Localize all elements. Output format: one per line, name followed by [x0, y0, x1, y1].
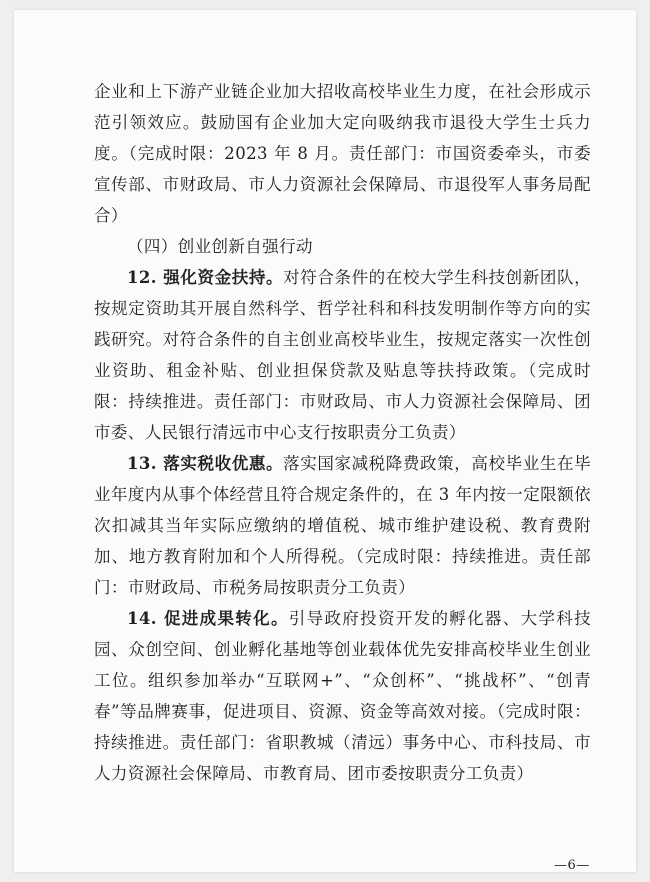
- item-14-title: 14. 促进成果转化。: [127, 609, 289, 628]
- item-14-paragraph: [94, 603, 591, 789]
- item-12-paragraph: [94, 262, 591, 448]
- document-page: [14, 10, 636, 872]
- document-body: [94, 76, 591, 789]
- item-13-title: 13. 落实税收优惠。: [127, 454, 284, 473]
- item-13-paragraph: [94, 448, 591, 603]
- item-13-body: 落实国家减税降费政策，高校毕业生在毕业年度内从事个体经营且符合规定条件的，在 3 年内按一定限额依次扣减其当年实际应缴纳的增值税、城市维护建设税、教育费附加、地方教育附加和个人所得税。（完成时限：持续推进。责任部门：市财政局、市税务局按职责分工负责）: [94, 454, 591, 597]
- section-heading: （四）创业创新自强行动: [127, 237, 313, 256]
- item-12-body: 对符合条件的在校大学生科技创新团队，按规定资助其开展自然科学、哲学社科和科技发明制作等方向的实践研究。对符合条件的自主创业高校毕业生，按规定落实一次性创业资助、租金补贴、创业担保贷款及贴息等扶持政策。（完成时限：持续推进。责任部门：市财政局、市人力资源社会保障局、团市委、人民银行清远市中心支行按职责分工负责）: [94, 268, 591, 442]
- item-12-title: 12. 强化资金扶持。: [127, 268, 284, 287]
- page-number: —6—: [554, 858, 590, 873]
- continuation-paragraph: 企业和上下游产业链企业加大招收高校毕业生力度，在社会形成示范引领效应。鼓励国有企业加大定向吸纳我市退役大学生士兵力度。（完成时限：2023 年 8 月。责任部门：市国资委牵头，市委宣传部、市财政局、市人力资源社会保障局、市退役军人事务局配合）: [94, 82, 591, 225]
- item-14-body: 引导政府投资开发的孵化器、大学科技园、众创空间、创业孵化基地等创业载体优先安排高校毕业生创业工位。组织参加举办“互联网+”、“众创杯”、“挑战杯”、“创青春”等品牌赛事，促进项目、资源、资金等高效对接。（完成时限：持续推进。责任部门：省职教城（清远）事务中心、市科技局、市人力资源社会保障局、市教育局、团市委按职责分工负责）: [94, 609, 591, 783]
